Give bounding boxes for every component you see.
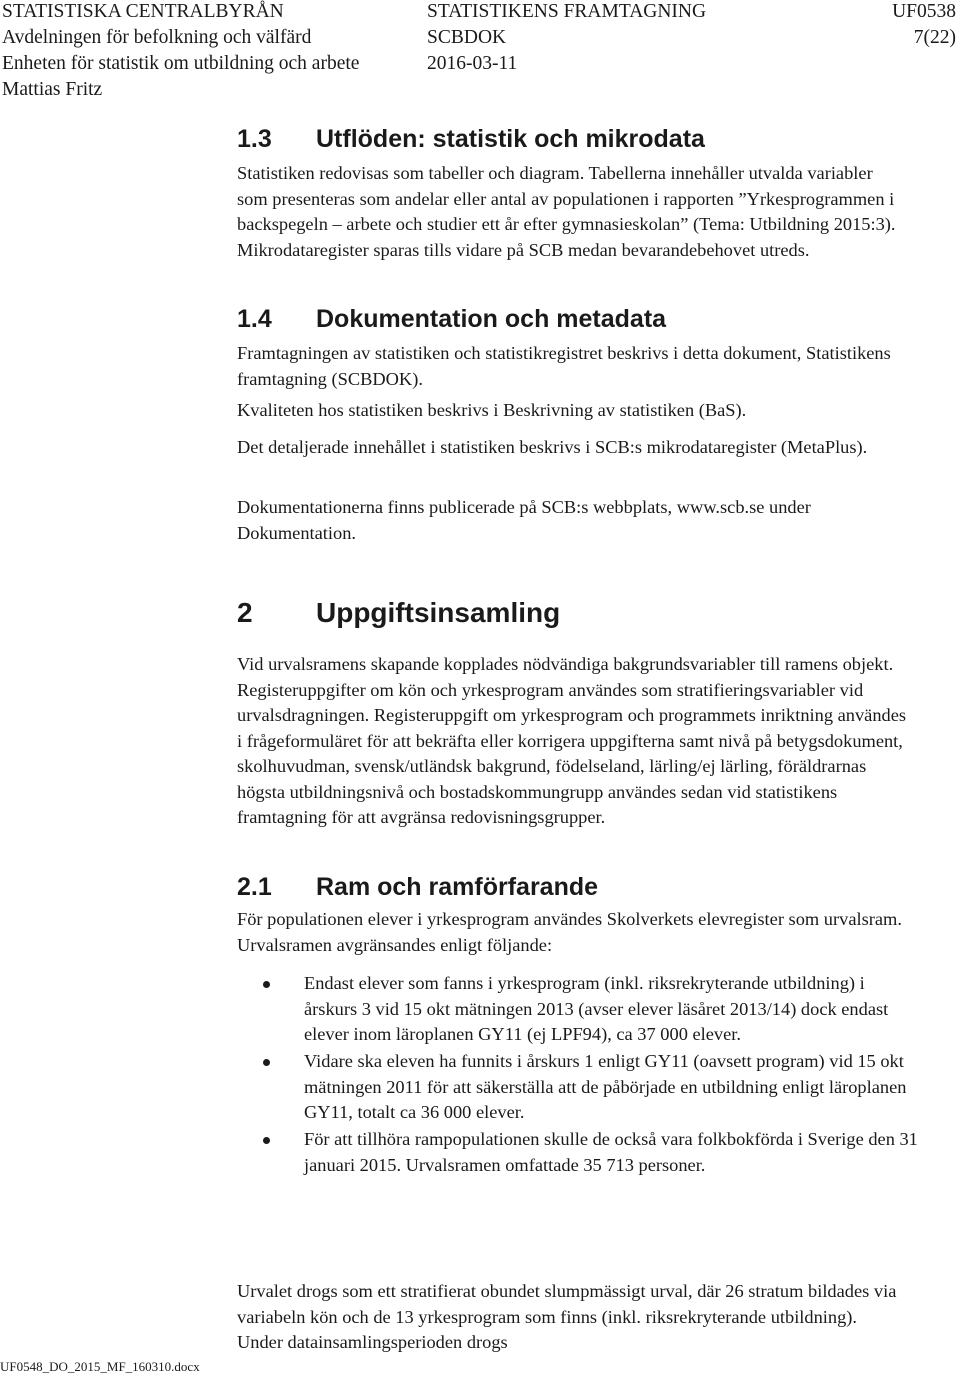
list-item-text: Endast elever som fanns i yrkesprogram (inkl. riksrekryterande utbildning) i årskurs 3 vid 15 okt mätningen 2013 (avser elever läsåret 2013/14) dock endast elever inom läroplanen GY11 (ej LPF94), ca 37 000 elever. <box>304 973 889 1044</box>
section-2-1-title: Ram och ramförfarande <box>316 873 599 901</box>
section-1-3-title: Utflöden: statistik och mikrodata <box>316 125 705 153</box>
section-1-4-paragraph-2: Kvaliteten hos statistiken beskrivs i Beskrivning av statistiken (BaS). <box>237 400 747 420</box>
section-2-1-closing: Urvalet drogs som ett stratifierat obundet slumpmässigt urval, där 26 stratum bildades via variabeln kön och de 13 yrkesprogram som finns (inkl. riksrekryterande utbildning). Under datainsamlingsperioden drogs <box>237 1281 897 1352</box>
section-1-3-paragraph: Statistiken redovisas som tabeller och diagram. Tabellerna innehåller utvalda variabler som presenteras som andelar eller antal av populationen i rapporten ”Yrkesprogrammen i backspegeln – arbete och studier ett år efter gymnasieskolan” (Tema: Utbildning 2015:3). Mikrodataregister sparas tills vidare på SCB medan bevarandebehovet utreds. <box>237 163 896 260</box>
section-2-heading <box>237 596 560 630</box>
list-item <box>258 971 918 1048</box>
bullet-dot-icon <box>263 981 270 988</box>
section-2-1-intro: För populationen elever i yrkesprogram användes Skolverkets elevregister som urvalsram. Urvalsramen avgränsandes enligt följande: <box>237 909 902 955</box>
section-2-1-heading <box>237 872 598 902</box>
bullet-dot-icon <box>263 1059 270 1066</box>
header-date: 2016-03-11 <box>427 53 518 74</box>
list-item <box>258 1127 918 1178</box>
list-item <box>258 1049 918 1126</box>
section-1-4-title: Dokumentation och metadata <box>316 305 667 333</box>
section-2-1-bullet-list <box>258 971 918 1178</box>
header-author: Mattias Fritz <box>2 79 103 100</box>
header-page-number: 7(22) <box>913 27 956 48</box>
list-item-text: Vidare ska eleven ha funnits i årskurs 1 enligt GY11 (oavsett program) vid 15 okt mätningen 2011 för att säkerställa att de påbörjade en utbildning enligt läroplanen GY11, totalt ca 36 000 elever. <box>304 1051 907 1122</box>
section-1-4-number: 1.4 <box>237 305 272 333</box>
section-2-paragraph: Vid urvalsramens skapande kopplades nödvändiga bakgrundsvariabler till ramens objekt. Registeruppgifter om kön och yrkesprogram användes som stratifieringsvariabler vid urvalsdragningen. Registeruppgift om yrkesprogram och programmets inriktning användes i frågeformuläret för att bekräfta eller korrigera uppgifterna samt nivå på betygsdokument, skolhuvudman, svensk/utländsk bakgrund, födelseland, lärling/ej lärling, föräldrarnas högsta utbildningsnivå och bostadskommungrupp användes sedan vid statistikens framtagning för att avgränsa redovisningsgrupper. <box>237 654 907 827</box>
section-1-4-heading <box>237 304 666 334</box>
footer-filename: UF0548_DO_2015_MF_160310.docx <box>0 1359 200 1374</box>
section-1-4-paragraph-1: Framtagningen av statistiken och statistikregistret beskrivs i detta dokument, Statistikens framtagning (SCBDOK). <box>237 343 891 389</box>
header-doc-type: STATISTIKENS FRAMTAGNING <box>427 1 707 22</box>
section-2-number: 2 <box>237 597 253 628</box>
header-department: Avdelningen för befolkning och välfärd <box>2 27 312 48</box>
bullet-dot-icon <box>263 1137 270 1144</box>
header-org: STATISTISKA CENTRALBYRÅN <box>2 1 284 22</box>
header-unit: Enheten för statistik om utbildning och arbete <box>2 53 360 74</box>
section-2-1-number: 2.1 <box>237 873 272 901</box>
section-1-4-paragraph-3: Det detaljerade innehållet i statistiken beskrivs i SCB:s mikrodataregister (MetaPlus). <box>237 437 868 457</box>
header-doc-code: SCBDOK <box>427 27 507 48</box>
list-item-text: För att tillhöra rampopulationen skulle de också vara folkbokförda i Sverige den 31 januari 2015. Urvalsramen omfattade 35 713 personer. <box>304 1129 918 1175</box>
section-1-4-paragraph-4: Dokumentationerna finns publicerade på SCB:s webbplats, www.scb.se under Dokumentation. <box>237 497 811 543</box>
section-1-3-heading <box>237 124 705 154</box>
section-2-title: Uppgiftsinsamling <box>316 597 561 628</box>
section-1-3-number: 1.3 <box>237 125 272 153</box>
header-doc-id: UF0538 <box>892 1 956 22</box>
